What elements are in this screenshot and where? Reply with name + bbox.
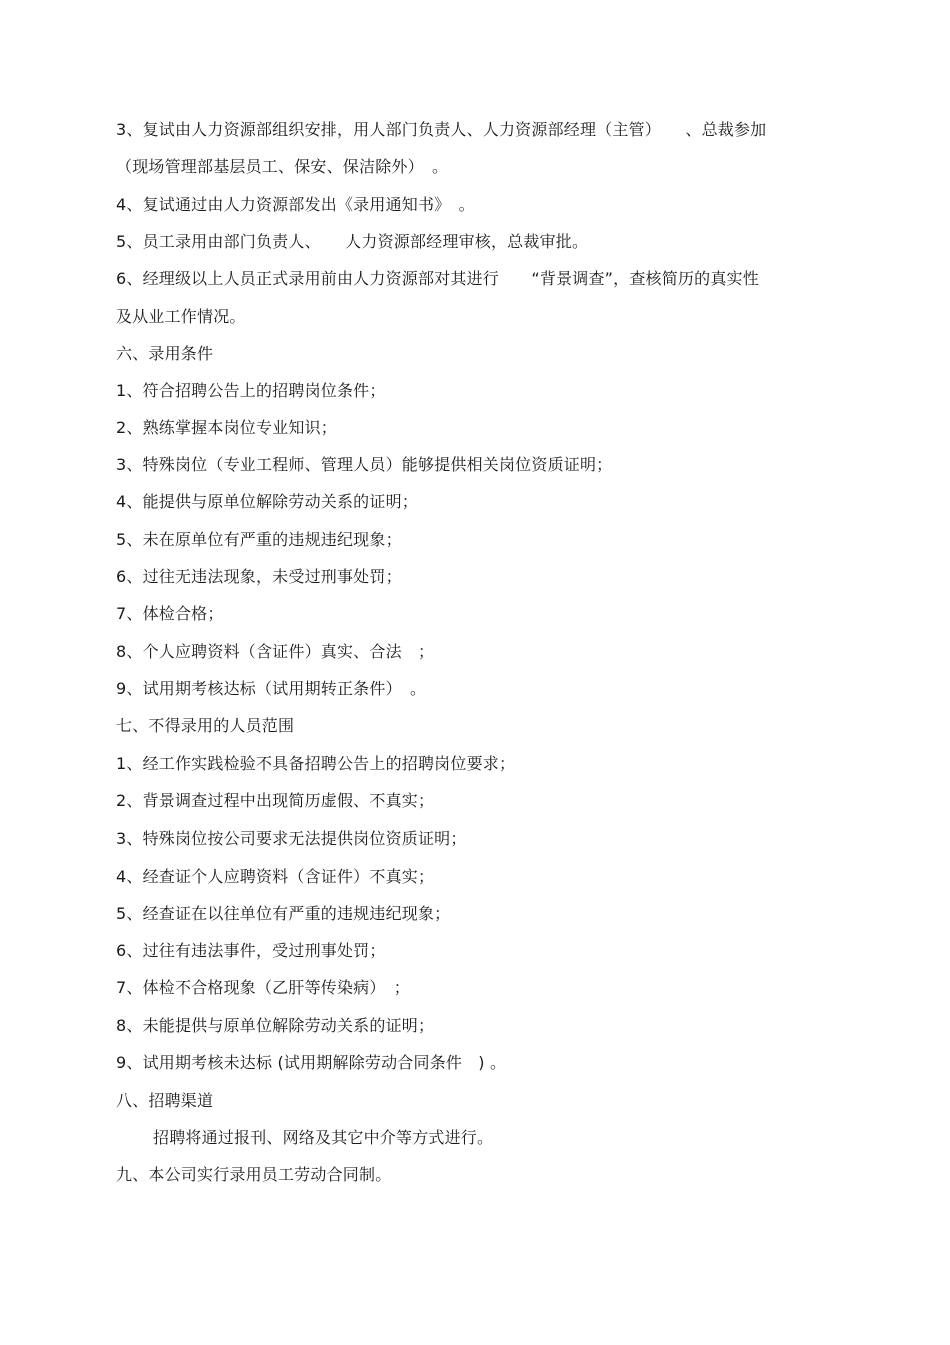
list-item: 6、过往无违法现象，未受过刑事处罚； xyxy=(116,567,402,586)
list-item: 3、特殊岗位按公司要求无法提供岗位资质证明； xyxy=(116,829,467,848)
section-heading: 九、本公司实行录用员工劳动合同制。 xyxy=(116,1165,392,1184)
list-item: 8、个人应聘资料（含证件）真实、合法 ； xyxy=(116,642,435,661)
section-heading: 六、录用条件 xyxy=(116,344,214,363)
list-item: 4、能提供与原单位解除劳动关系的证明； xyxy=(116,492,418,511)
list-item: 6、过往有违法事件，受过刑事处罚； xyxy=(116,941,386,960)
list-item: 4、经查证个人应聘资料（含证件）不真实； xyxy=(116,867,435,886)
text-line: 及从业工作情况。 xyxy=(116,307,246,326)
text-line: 6、经理级以上人员正式录用前由人力资源部对其进行 “背景调查”，查核简历的真实性 xyxy=(116,269,759,288)
list-item: 1、经工作实践检验不具备招聘公告上的招聘岗位要求； xyxy=(116,754,516,773)
list-item: 1、符合招聘公告上的招聘岗位条件； xyxy=(116,381,386,400)
list-item: 3、特殊岗位（专业工程师、管理人员）能够提供相关岗位资质证明； xyxy=(116,455,613,474)
section-heading: 七、不得录用的人员范围 xyxy=(116,716,295,735)
list-item: 9、试用期考核达标（试用期转正条件） 。 xyxy=(116,679,427,698)
list-item: 7、体检不合格现象（乙肝等传染病） ； xyxy=(116,978,410,997)
paragraph: 招聘将通过报刊、网络及其它中介等方式进行。 xyxy=(153,1128,494,1147)
list-item: 5、未在原单位有严重的违规违纪现象； xyxy=(116,530,402,549)
list-item: 8、未能提供与原单位解除劳动关系的证明； xyxy=(116,1016,435,1035)
list-item: 9、试用期考核未达标 (试用期解除劳动合同条件 ) 。 xyxy=(116,1053,507,1072)
text-line: （现场管理部基层员工、保安、保洁除外） 。 xyxy=(116,157,449,176)
list-item: 2、背景调查过程中出现简历虚假、不真实； xyxy=(116,791,435,810)
text-line: 4、复试通过由人力资源部发出《录用通知书》 。 xyxy=(116,195,475,214)
section-heading: 八、招聘渠道 xyxy=(116,1091,214,1110)
list-item: 2、熟练掌握本岗位专业知识； xyxy=(116,418,337,437)
text-line: 3、复试由人力资源部组织安排，用人部门负责人、人力资源部经理（主管） 、总裁参加 xyxy=(116,120,767,139)
list-item: 5、经查证在以往单位有严重的违规违纪现象； xyxy=(116,904,451,923)
list-item: 7、体检合格； xyxy=(116,604,224,623)
text-line: 5、员工录用由部门负责人、 人力资源部经理审核，总裁审批。 xyxy=(116,232,589,251)
